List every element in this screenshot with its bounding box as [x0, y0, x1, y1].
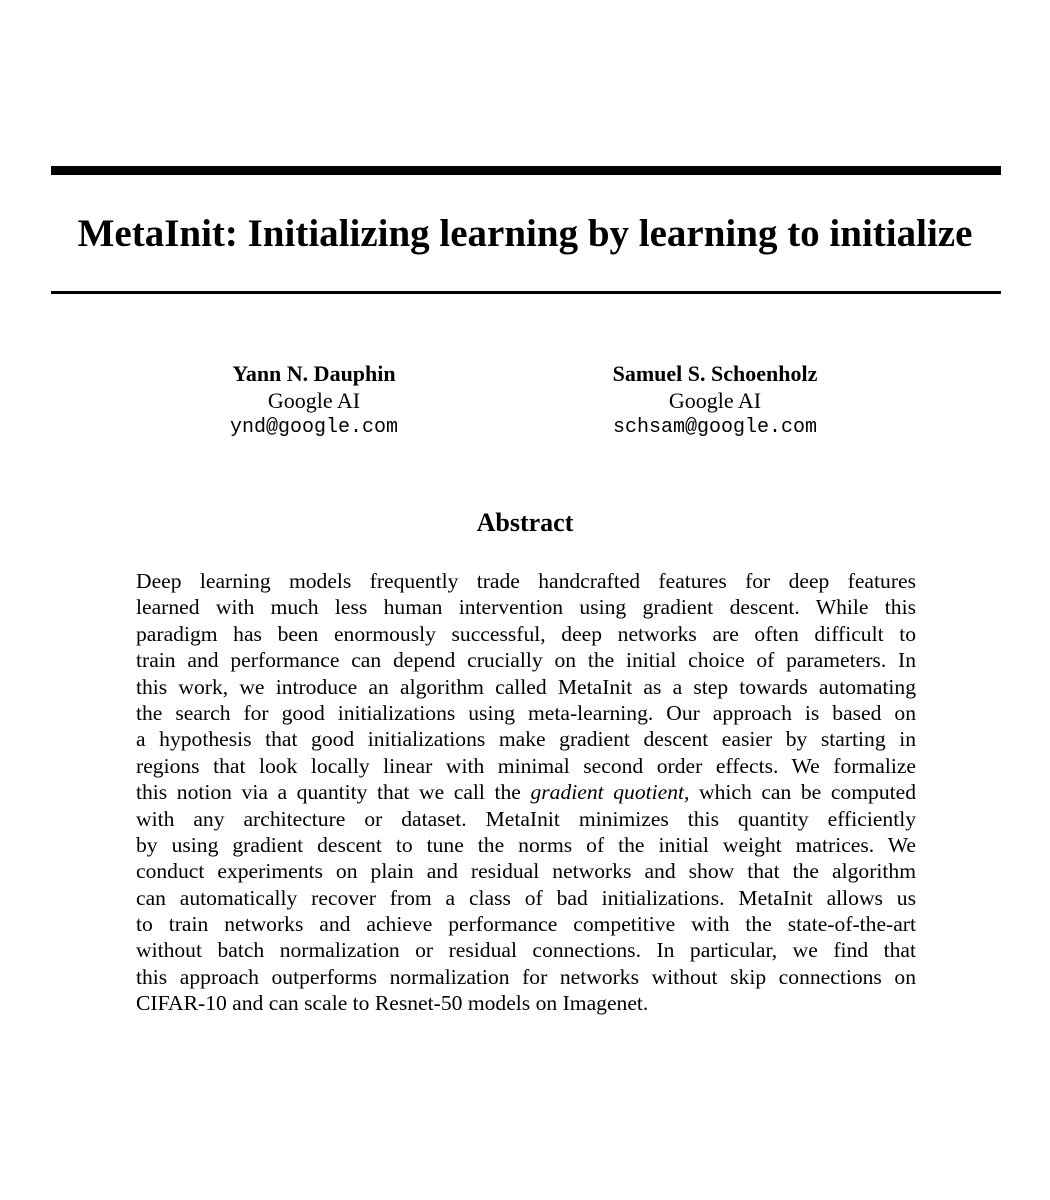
title-bottom-rule	[51, 291, 1001, 294]
abstract-line: regions that look locally linear with minimal second order effects. We formalize	[136, 753, 916, 778]
author-block	[555, 360, 875, 441]
abstract-line: the search for good initializations using meta-learning. Our approach is based on	[136, 700, 916, 725]
abstract-heading: Abstract	[476, 508, 574, 537]
abstract-line: this work, we introduce an algorithm called MetaInit as a step towards automating	[136, 674, 916, 699]
author-block	[154, 360, 474, 441]
author-affiliation: Google AI	[668, 388, 762, 413]
abstract-body	[136, 568, 916, 1017]
author-name: Samuel S. Schoenholz	[612, 361, 818, 386]
abstract-line: this approach outperforms normalization for networks without skip connections on	[136, 964, 916, 989]
abstract-line: by using gradient descent to tune the norms of the initial weight matrices. We	[136, 832, 916, 857]
abstract-line: paradigm has been enormously successful, deep networks are often difficult to	[136, 621, 916, 646]
abstract-line: with any architecture or dataset. MetaInit minimizes this quantity efficiently	[136, 806, 916, 831]
abstract-line	[136, 779, 916, 805]
emphasized-term: gradient quotient	[530, 780, 684, 805]
abstract-text: , which can be computed	[684, 780, 916, 805]
abstract-line: without batch normalization or residual connections. In particular, we find that	[136, 938, 916, 963]
abstract-line: learned with much less human intervention using gradient descent. While this	[136, 595, 916, 620]
paper-title: MetaInit: Initializing learning by learning to initialize	[77, 212, 973, 255]
author-affiliation: Google AI	[267, 388, 361, 413]
abstract-line: a hypothesis that good initializations make gradient descent easier by starting in	[136, 727, 916, 752]
author-email: ynd@google.com	[229, 416, 399, 439]
abstract-line: can automatically recover from a class of bad initializations. MetaInit allows us	[136, 885, 916, 910]
abstract-line: CIFAR-10 and can scale to Resnet-50 models on Imagenet.	[136, 991, 649, 1016]
abstract-line: conduct experiments on plain and residual networks and show that the algorithm	[136, 859, 916, 884]
abstract-line: train and performance can depend crucially on the initial choice of parameters. In	[136, 648, 916, 673]
abstract-text: this notion via a quantity that we call the	[136, 780, 531, 805]
abstract-line: to train networks and achieve performance competitive with the state-of-the-art	[136, 912, 916, 937]
abstract-line: Deep learning models frequently trade handcrafted features for deep features	[136, 569, 916, 593]
author-email: schsam@google.com	[612, 416, 818, 439]
author-name: Yann N. Dauphin	[232, 361, 396, 386]
title-top-rule	[51, 166, 1001, 175]
